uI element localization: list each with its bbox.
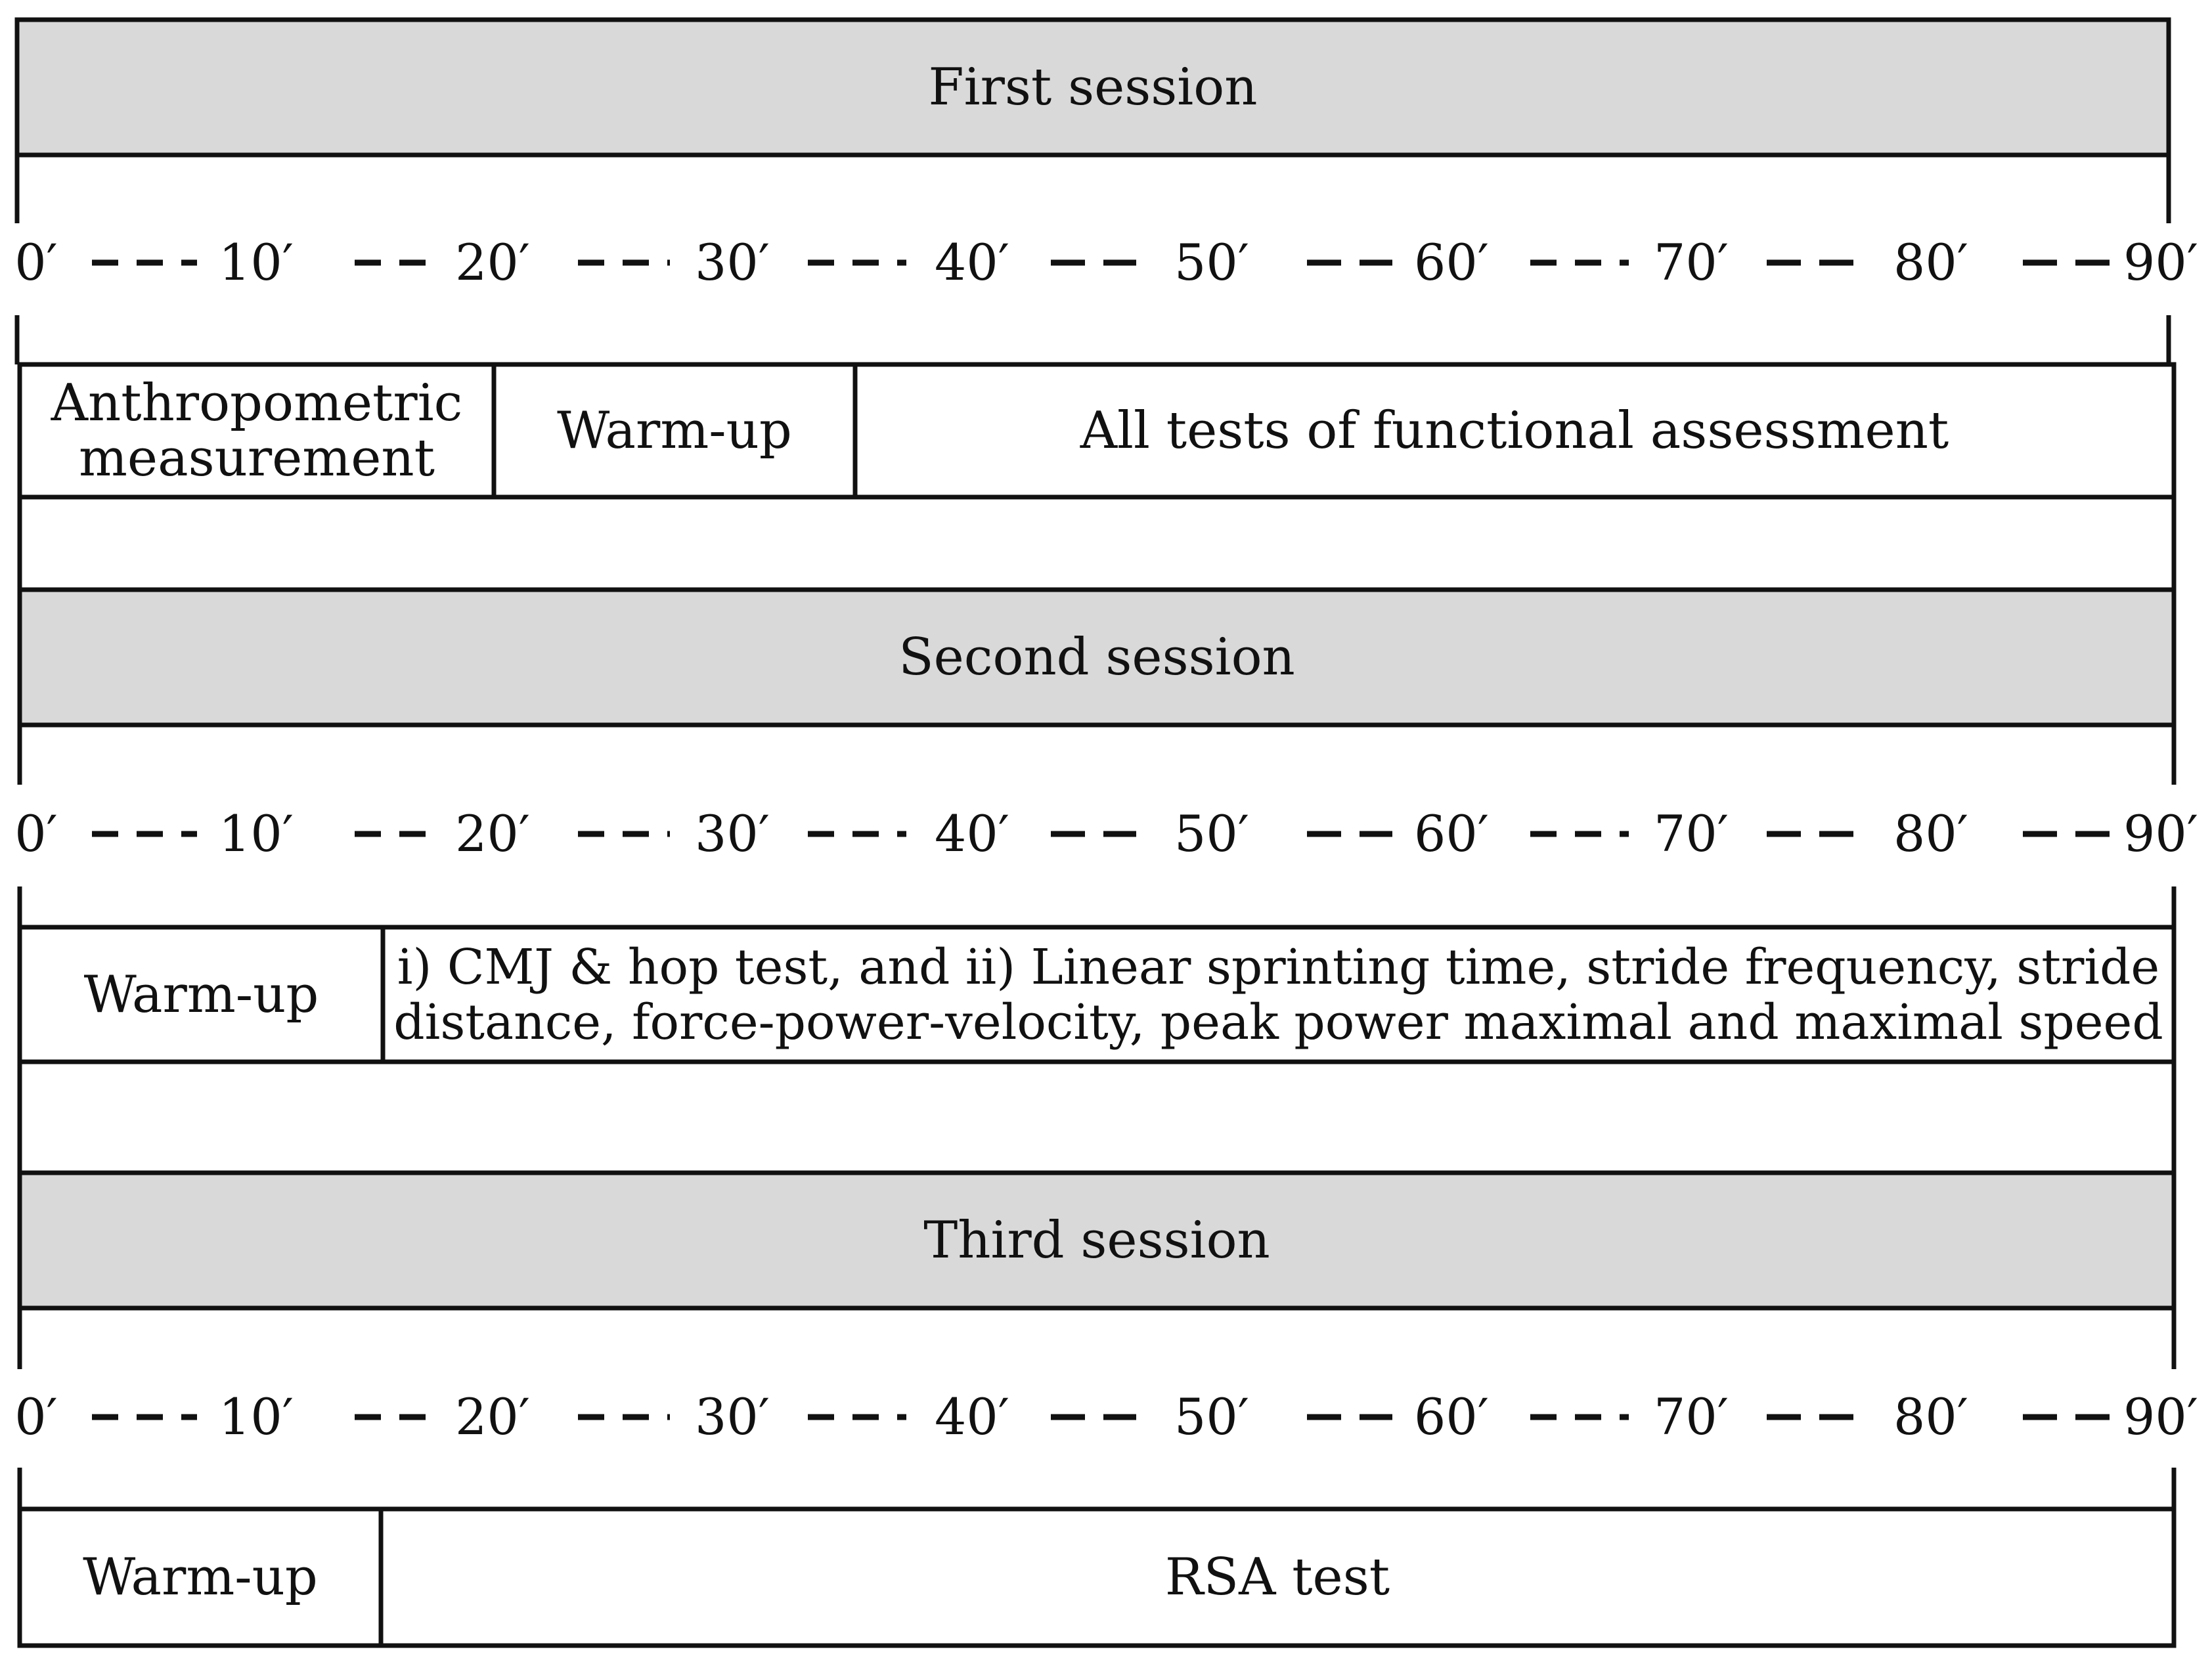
session-1-title: First session — [928, 58, 1258, 117]
session-2-title: Second session — [898, 628, 1295, 687]
session-1-tick-6: 60′ — [1414, 233, 1489, 292]
session-2-tick-0: 0′ — [14, 804, 58, 863]
session-3-tick-1: 10′ — [219, 1388, 294, 1446]
session-1-activity-warm-up: Warm-up — [557, 401, 792, 460]
session-1-tick-7: 70′ — [1654, 233, 1729, 292]
session-1-tick-1: 10′ — [219, 233, 294, 292]
session-1-tick-9: 90′ — [2123, 233, 2198, 292]
session-3-activity-rsa-test: RSA test — [1164, 1548, 1390, 1607]
session-3-tick-8: 80′ — [1893, 1388, 1968, 1446]
session-1-tick-3: 30′ — [695, 233, 770, 292]
session-2-tick-6: 60′ — [1414, 804, 1489, 863]
session-2-tick-3: 30′ — [695, 804, 770, 863]
session-2-tick-2: 20′ — [455, 804, 530, 863]
session-3-tick-9: 90′ — [2123, 1388, 2198, 1446]
session-2-tick-4: 40′ — [935, 804, 1009, 863]
session-2-activity-tests: i) CMJ & hop test, and ii) Linear sprinting time, stride frequency, stride distance, force-power-velocity, peak power maximal and maximal speed — [393, 938, 2163, 1051]
session-1-tick-0: 0′ — [14, 233, 58, 292]
session-1-activity-functional-tests: All tests of functional assessment — [1080, 401, 1949, 460]
session-2-tick-8: 80′ — [1893, 804, 1968, 863]
session-1-activity-anthropometric: Anthropometric measurement — [51, 374, 463, 488]
session-1-tick-5: 50′ — [1174, 233, 1249, 292]
session-2-tick-9: 90′ — [2123, 804, 2198, 863]
session-3-title: Third session — [923, 1211, 1270, 1270]
session-2-activity-warm-up: Warm-up — [83, 965, 319, 1024]
session-1-tick-8: 80′ — [1893, 233, 1968, 292]
session-1-tick-4: 40′ — [935, 233, 1009, 292]
session-3-tick-3: 30′ — [695, 1388, 770, 1446]
session-2-tick-1: 10′ — [219, 804, 294, 863]
session-3-tick-5: 50′ — [1174, 1388, 1249, 1446]
session-3-activity-warm-up: Warm-up — [83, 1548, 318, 1607]
session-3-tick-4: 40′ — [935, 1388, 1009, 1446]
session-3-tick-2: 20′ — [455, 1388, 530, 1446]
session-3-tick-7: 70′ — [1654, 1388, 1729, 1446]
session-3-tick-0: 0′ — [14, 1388, 58, 1446]
session-1-tick-2: 20′ — [455, 233, 530, 292]
session-3-tick-6: 60′ — [1414, 1388, 1489, 1446]
session-2-tick-5: 50′ — [1174, 804, 1249, 863]
session-2-tick-7: 70′ — [1654, 804, 1729, 863]
